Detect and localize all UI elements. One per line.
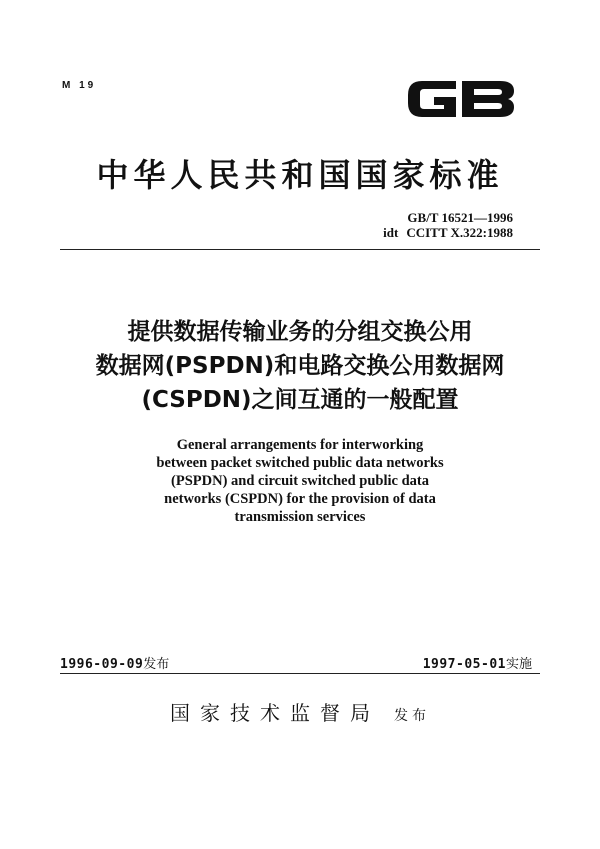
- publish-info: [60, 653, 169, 672]
- english-title-line: General arrangements for interworking: [176, 437, 424, 453]
- effective-date: 1997-05-01: [422, 657, 506, 672]
- top-divider: [60, 249, 540, 250]
- english-title-line: (PSPDN) and circuit switched public data: [171, 473, 429, 489]
- chinese-title-line: 数据网(PSPDN)和电路交换公用数据网: [95, 353, 505, 379]
- chinese-title: [60, 315, 540, 417]
- english-title-line: networks (CSPDN) for the provision of data: [164, 491, 436, 507]
- effective-info: [423, 653, 532, 672]
- standard-number: GB/T 16521—1996: [407, 210, 513, 225]
- effective-label: 实施: [505, 657, 532, 672]
- publish-date: 1996-09-09: [60, 657, 144, 672]
- issuer-label: 发布: [394, 708, 430, 724]
- chinese-title-line: 提供数据传输业务的分组交换公用: [127, 319, 473, 345]
- national-standard-title: 中华人民共和国国家标准: [96, 156, 504, 194]
- publish-label: 发布: [143, 657, 170, 672]
- english-title: [60, 436, 540, 526]
- chinese-title-line: (CSPDN)之间互通的一般配置: [141, 387, 459, 413]
- date-row: [60, 653, 532, 672]
- english-title-line: transmission services: [234, 509, 366, 525]
- equivalence-prefix: idt: [383, 225, 399, 240]
- issuer-row: [60, 697, 540, 726]
- english-title-line: between packet switched public data networks: [156, 455, 444, 471]
- classification-code: M 19: [62, 80, 97, 91]
- standard-number-line: [383, 210, 513, 225]
- equivalent-standard: CCITT X.322:1988: [406, 225, 513, 240]
- issuer-name: 国家技术监督局: [170, 701, 380, 725]
- gb-logo: [404, 75, 518, 123]
- equivalent-standard-line: [383, 225, 513, 240]
- standard-codes: [383, 210, 513, 240]
- bottom-divider: [60, 673, 540, 674]
